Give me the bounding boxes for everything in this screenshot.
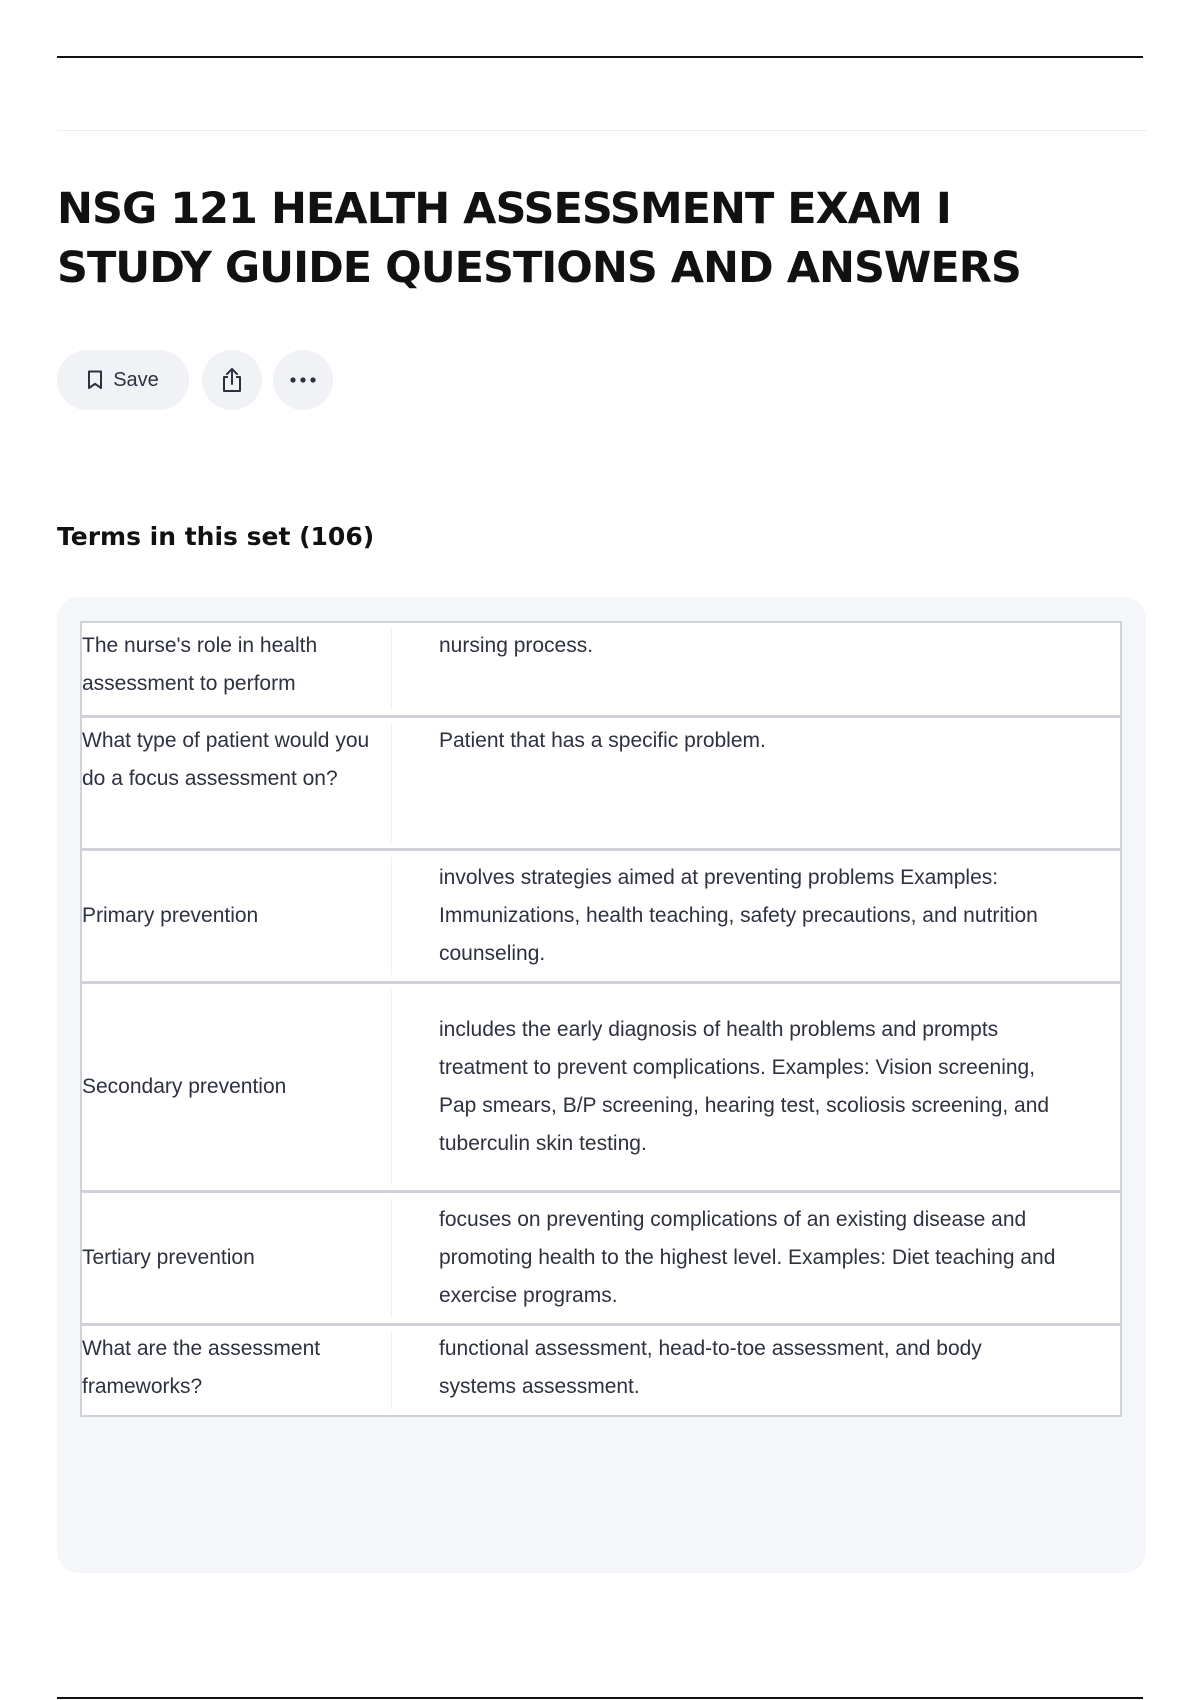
row-divider: [391, 990, 392, 1184]
save-button[interactable]: [57, 350, 189, 410]
term-text: Secondary prevention: [82, 1075, 287, 1098]
bookmark-icon: [87, 370, 103, 390]
bottom-divider: [57, 1697, 1143, 1699]
definition-text: nursing process.: [439, 634, 594, 657]
share-button[interactable]: [202, 350, 262, 410]
header-divider: [57, 130, 1147, 131]
definition-text: includes the early diagnosis of health problems and prompts treatment to prevent complications. Examples: Vision screening, Pap smears, B/P screening, hearing test, scoliosis screening, and tuberculin skin testing.: [439, 1018, 1050, 1155]
row-divider: [391, 1199, 392, 1317]
row-divider: [391, 1332, 392, 1409]
term-row[interactable]: [80, 982, 1122, 1192]
row-divider: [391, 724, 392, 842]
more-options-button[interactable]: [273, 350, 333, 410]
term-text: Primary prevention: [82, 904, 259, 927]
term-row[interactable]: [80, 1191, 1122, 1325]
term-row[interactable]: [80, 849, 1122, 983]
term-row[interactable]: [80, 621, 1122, 717]
save-button-label: Save: [113, 368, 159, 391]
row-divider: [391, 629, 392, 709]
term-text: What are the assessment frameworks?: [82, 1337, 321, 1398]
definition-text: involves strategies aimed at preventing problems Examples: Immunizations, health teaching, safety precautions, and nutrition counseling.: [439, 866, 1038, 965]
term-row[interactable]: [80, 1324, 1122, 1417]
definition-text: Patient that has a specific problem.: [439, 729, 766, 752]
terms-heading: Terms in this set (106): [57, 522, 375, 551]
share-icon: [219, 366, 245, 394]
definition-text: functional assessment, head-to-toe assessment, and body systems assessment.: [439, 1337, 982, 1398]
term-text: Tertiary prevention: [82, 1246, 255, 1269]
term-text: What type of patient would you do a focus assessment on?: [82, 729, 370, 790]
page-title: NSG 121 HEALTH ASSESSMENT EXAM I STUDY GUIDE QUESTIONS AND ANSWERS: [57, 184, 1021, 293]
more-options-icon: [289, 376, 317, 384]
term-text: The nurse's role in health assessment to perform: [82, 634, 318, 695]
row-divider: [391, 857, 392, 975]
top-divider: [57, 56, 1143, 58]
definition-text: focuses on preventing complications of an existing disease and promoting health to the highest level. Examples: Diet teaching and exercise programs.: [439, 1208, 1056, 1307]
term-row[interactable]: [80, 716, 1122, 850]
